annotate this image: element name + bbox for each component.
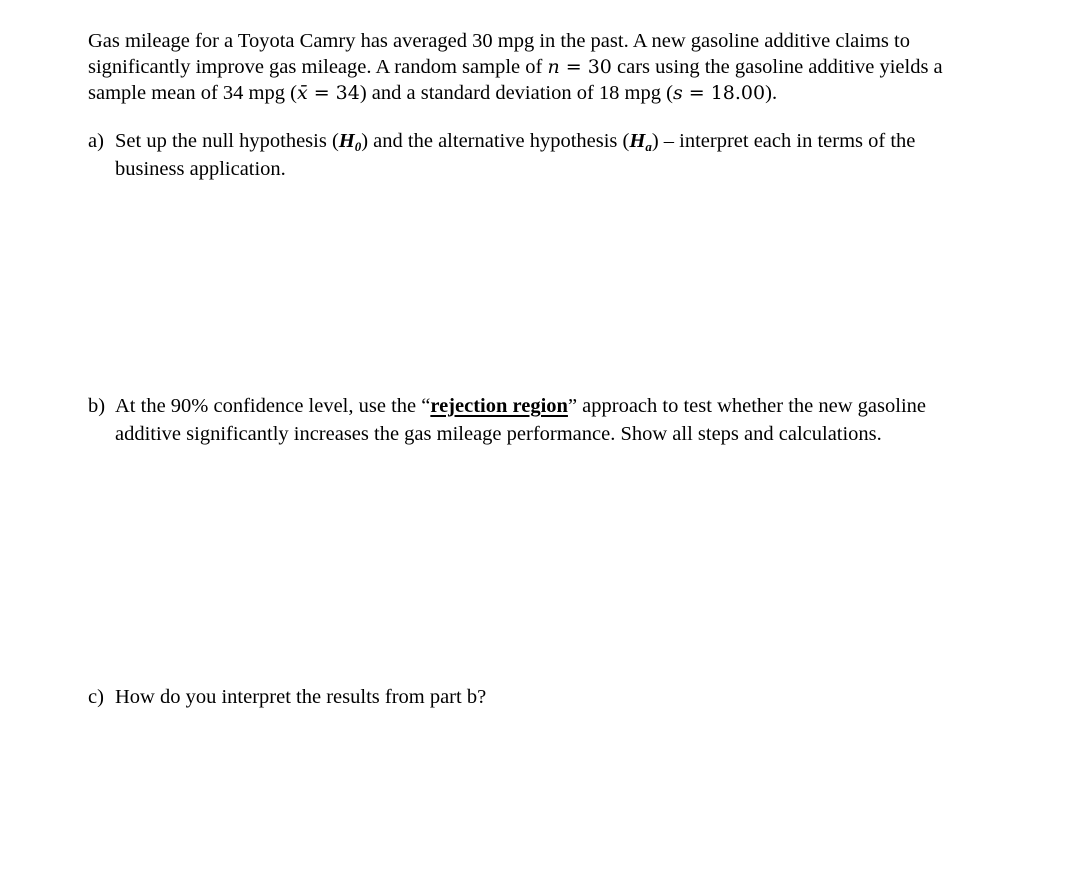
xbar-symbol: x̄ (296, 82, 308, 104)
question-text: Set up the null hypothesis ( (115, 130, 339, 152)
std-dev-value: = 18.00 (682, 82, 766, 104)
problem-text: significantly improve gas mileage. A random sample of (88, 56, 548, 78)
question-b-marker: b) (88, 395, 106, 417)
question-a (88, 127, 1038, 183)
std-dev-expression (673, 82, 765, 104)
question-c (88, 683, 1038, 711)
ha-subscript: a (645, 139, 652, 154)
question-text: At the 90% confidence level, use the “ (115, 395, 431, 417)
question-c-marker: c) (88, 686, 104, 708)
rejection-region-emphasis: rejection region (430, 395, 568, 417)
question-a-marker: a) (88, 130, 104, 152)
question-b-line-1 (88, 392, 1038, 420)
question-b-line-2: additive significantly increases the gas mileage performance. Show all steps and calculations. (115, 423, 882, 445)
question-a-line-1 (88, 127, 1038, 155)
question-a-text (115, 127, 915, 155)
problem-line-3 (88, 80, 1038, 106)
problem-statement (88, 28, 1038, 106)
alt-hypothesis-symbol (629, 130, 651, 152)
problem-text: ). (765, 82, 778, 104)
s-symbol: s (672, 82, 683, 104)
question-a-line-2: business application. (115, 158, 286, 180)
h0-subscript: 0 (354, 139, 362, 154)
null-hypothesis-symbol (339, 130, 361, 152)
sample-size-value: = 30 (559, 56, 612, 78)
problem-line-1: Gas mileage for a Toyota Camry has averaged 30 mpg in the past. A new gasoline additive claims to (88, 30, 910, 52)
question-c-line-1 (88, 683, 1038, 711)
h-symbol: H (338, 130, 355, 152)
question-c-text: How do you interpret the results from part b? (115, 686, 487, 708)
question-b-text (115, 392, 926, 420)
problem-text: cars using the gasoline additive yields a (611, 56, 943, 78)
question-text: ) – interpret each in terms of the (651, 130, 916, 152)
problem-text: sample mean of 34 mpg ( (88, 82, 297, 104)
n-symbol: n (547, 56, 560, 78)
question-b (88, 392, 1038, 448)
question-text: ” approach to test whether the new gasoline (567, 395, 926, 417)
sample-mean-expression (297, 82, 360, 104)
problem-line-2 (88, 54, 1038, 80)
question-text: ) and the alternative hypothesis ( (361, 130, 630, 152)
sample-mean-value: = 34 (307, 82, 360, 104)
problem-text: ) and a standard deviation of 18 mpg ( (359, 82, 673, 104)
h-symbol: H (629, 130, 646, 152)
sample-size-expression (547, 56, 611, 78)
